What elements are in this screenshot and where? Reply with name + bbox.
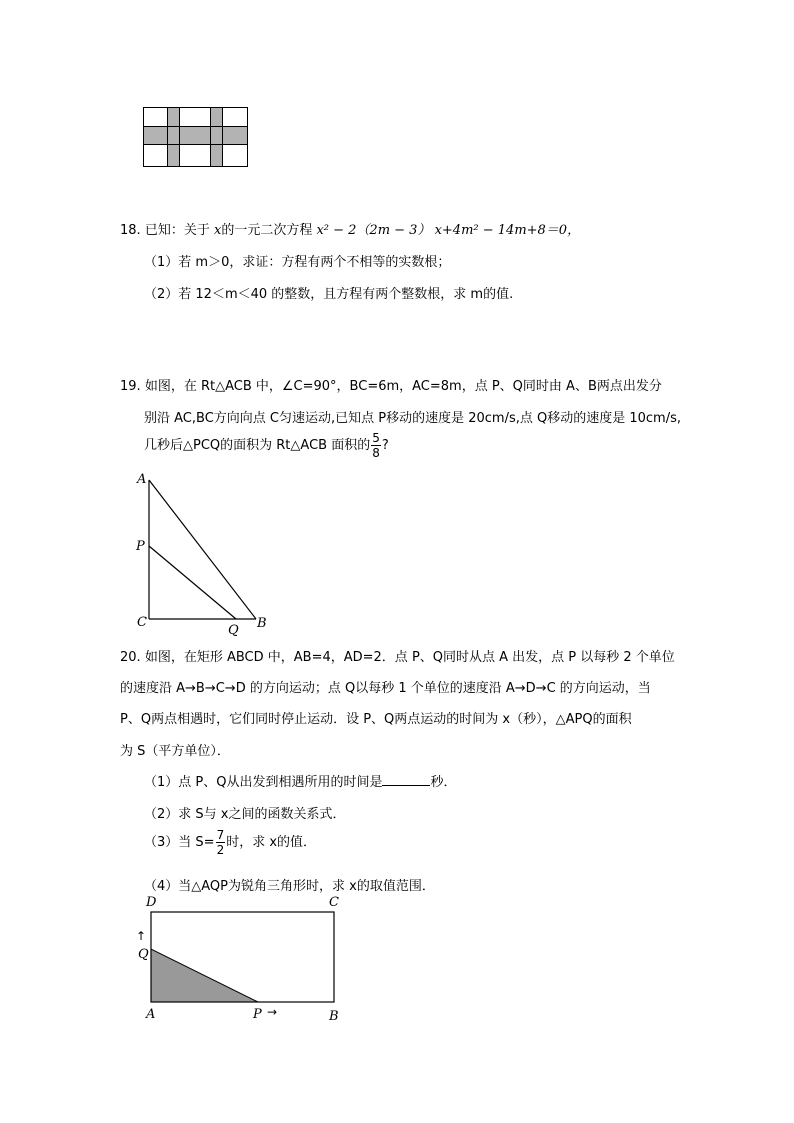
q20-number: 20. — [120, 650, 141, 665]
label-c2: C — [329, 895, 339, 910]
label-c: C — [137, 615, 147, 630]
label-a: A — [137, 472, 147, 487]
q18-stem — [120, 219, 580, 238]
q20-part3-b: 时，求 x的值． — [226, 835, 317, 850]
grid-vertical-band-1 — [168, 108, 180, 167]
q20-part1 — [144, 771, 457, 790]
q20-frac-den: 2 — [216, 843, 225, 857]
q20-part1-a: （1）点 P、Q从出发到相遇所用的时间是 — [144, 775, 383, 790]
q19-triangle-figure — [130, 470, 280, 640]
q20-line3: P、Q两点相遇时，它们同时停止运动．设 P、Q两点运动的时间为 x（秒），△APQ的面积 — [120, 712, 632, 727]
q18-stem-var: x — [213, 223, 222, 238]
q20-part1-b: 秒． — [430, 775, 457, 790]
q18-equation: x² − 2（2m − 3） x+4m² − 14m+8＝0， — [316, 223, 581, 238]
q20-rectangle-figure — [130, 892, 350, 1028]
arrow-right-icon: → — [267, 1005, 278, 1019]
grid-vertical-band-2 — [211, 108, 223, 167]
q18-part2: （2）若 12＜m＜40 的整数，且方程有两个整数根，求 m的值. — [144, 287, 514, 302]
q20-text1: 如图，在矩形 ABCD 中，AB=4，AD=2．点 P、Q同时从点 A 出发，点 P 以每秒 2 个单位 — [144, 650, 675, 665]
q18-part1: （1）若 m＞0，求证：方程有两个不相等的实数根； — [144, 255, 451, 270]
q20-fraction — [216, 829, 226, 856]
q18-stem-b: 的一元二次方程 — [221, 223, 317, 238]
label-b2: B — [329, 1009, 339, 1024]
q19-line1 — [120, 375, 662, 394]
label-p2: P — [253, 1007, 262, 1022]
q18-stem-a: 已知：关于 — [144, 223, 214, 238]
q19-frac-den: 8 — [372, 446, 380, 460]
label-a2: A — [146, 1007, 156, 1022]
q19-line2: 别沿 AC,BC方向向点 C匀速运动,已知点 P移动的速度是 20cm/s,点 Q移动的速度是 10cm/s, — [144, 411, 681, 426]
q19-line3-a: 几秒后△PCQ的面积为 Rt△ACB 面积的 — [144, 438, 371, 453]
q18-number: 18. — [120, 223, 141, 238]
cross-grid-figure — [143, 107, 249, 168]
label-b: B — [257, 616, 267, 631]
q19-fraction — [371, 432, 381, 459]
label-q2: Q — [138, 947, 149, 962]
q19-frac-num: 5 — [372, 431, 380, 445]
q19-number: 19. — [120, 379, 141, 394]
segment-pq — [149, 546, 236, 619]
triangle-aqp — [151, 949, 258, 1002]
label-d: D — [146, 895, 157, 910]
q20-part3 — [144, 829, 316, 856]
label-q: Q — [228, 623, 239, 638]
q20-line1 — [120, 646, 675, 665]
q20-frac-num: 7 — [216, 828, 225, 842]
grid-horizontal-band — [144, 127, 248, 145]
answer-blank — [382, 773, 430, 786]
side-ab — [149, 480, 256, 619]
q19-line3 — [144, 432, 389, 459]
q19-text1: 如图，在 Rt△ACB 中，∠C=90°，BC=6m，AC=8m，点 P、Q同时由 A、B两点出发分 — [144, 379, 662, 394]
arrow-up-icon: ↑ — [136, 929, 147, 943]
q20-line4: 为 S（平方单位）． — [120, 744, 230, 759]
q20-line2: 的速度沿 A→B→C→D 的方向运动；点 Q以每秒 1 个单位的速度沿 A→D→C 的方向运动，当 — [120, 681, 651, 696]
q20-part2: （2）求 S与 x之间的函数关系式． — [144, 807, 346, 822]
q20-part3-a: （3）当 S= — [144, 835, 215, 850]
q20-part4: （4）当△AQP为锐角三角形时，求 x的取值范围． — [144, 879, 435, 894]
label-p: P — [136, 539, 145, 554]
q19-line3-b: ? — [381, 438, 389, 453]
